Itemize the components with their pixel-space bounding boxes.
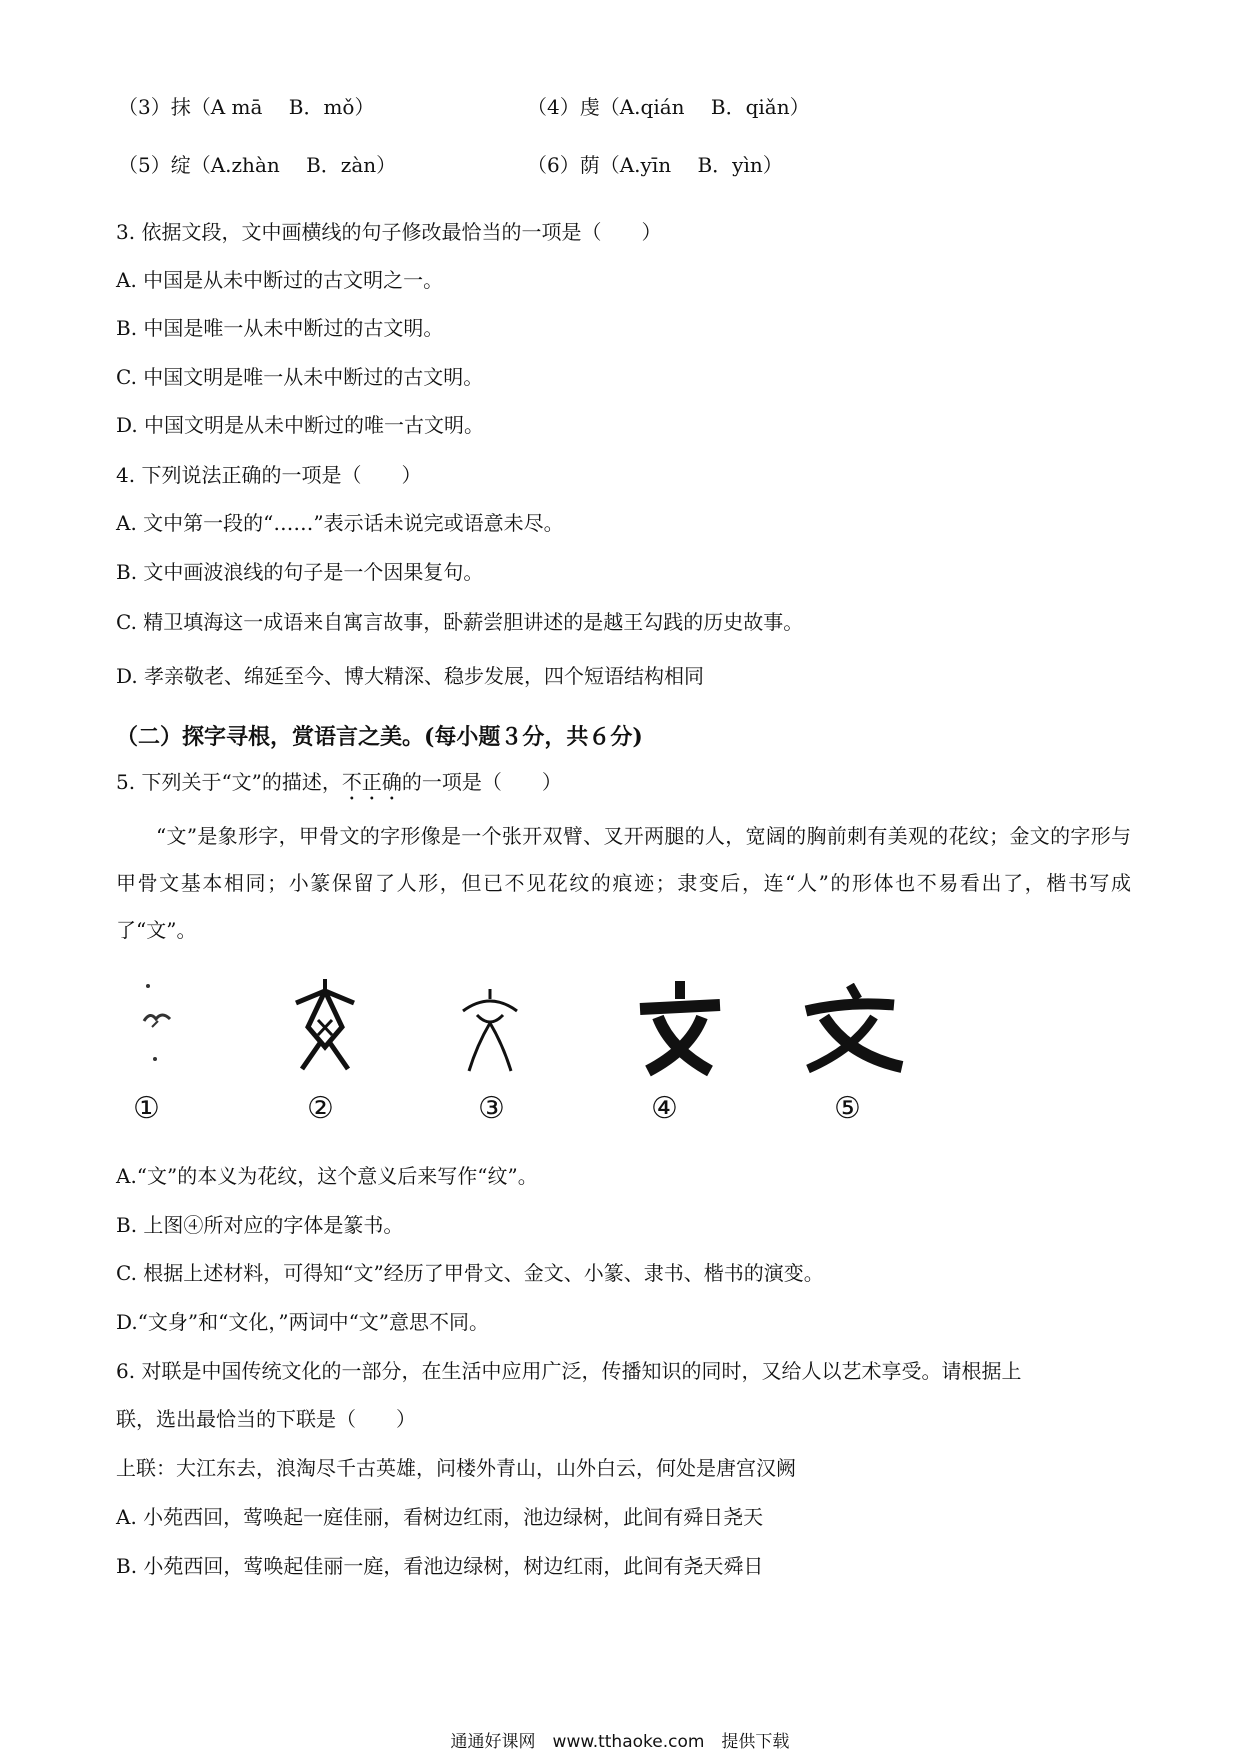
question-5-passage: “文”是象形字，甲骨文的字形像是一个张开双臂、叉开两腿的人，宽阔的胸前刺有美观的花纹；金文的字形与甲骨文基本相同；小篆保留了人形，但已不见花纹的痕迹；隶变后，连“人”的形体也不易看出了，楷书写成了“文”。 (116, 824, 1131, 942)
figure-label-2: ② (307, 1091, 334, 1126)
question-3-option-d: D. 中国文明是从未中断过的唯一古文明。 (116, 413, 485, 437)
figure-label-3: ③ (478, 1091, 505, 1126)
question-5-stem-emphasis: 不正确 (341, 770, 402, 794)
question-3-option-a: A. 中国是从未中断过的古文明之一。 (116, 268, 444, 292)
question-4-option-c: C. 精卫填海这一成语来自寓言故事，卧薪尝胆讲述的是越王勾践的历史故事。 (116, 610, 804, 634)
pinyin-option-4: （4）虔（A.qián B．qiǎn） (527, 95, 810, 119)
question-5-option-b: B. 上图④所对应的字体是篆书。 (116, 1213, 404, 1237)
figure-label-5: ⑤ (834, 1091, 861, 1126)
question-5-option-a: A.“文”的本义为花纹，这个意义后来写作“纹”。 (116, 1164, 538, 1188)
question-3-option-c: C. 中国文明是唯一从未中断过的古文明。 (116, 365, 484, 389)
glyph-jinwen-image (455, 985, 525, 1075)
pinyin-option-5: （5）绽（A.zhàn B．zàn） (118, 153, 397, 177)
question-4-stem: 4. 下列说法正确的一项是（ ） (116, 463, 422, 487)
figure-label-4: ④ (651, 1091, 678, 1126)
question-6-option-a: A. 小苑西回，莺唤起一庭佳丽，看树边红雨，池边绿树，此间有舜日尧天 (116, 1505, 764, 1529)
glyph-clerical-script-image (798, 983, 908, 1078)
question-3-stem: 3. 依据文段，文中画横线的句子修改最恰当的一项是（ ） (116, 220, 662, 244)
question-4-option-a: A. 文中第一段的“……”表示话未说完或语意未尽。 (116, 511, 564, 535)
question-5-option-c: C. 根据上述材料，可得知“文”经历了甲骨文、金文、小篆、隶书、楷书的演变。 (116, 1261, 824, 1285)
question-6-upper-couplet: 上联：大江东去，浪淘尽千古英雄，问楼外青山，山外白云，何处是唐宫汉阙 (116, 1456, 796, 1480)
question-4-option-d: D. 孝亲敬老、绵延至今、博大精深、稳步发展，四个短语结构相同 (116, 664, 705, 688)
page-footer: 通通好课网 www.tthaoke.com 提供下载 (450, 1732, 790, 1752)
question-5-option-d: D.“文身”和“文化，”两词中“文”意思不同。 (116, 1310, 490, 1334)
question-6-stem-line-2: 联，选出最恰当的下联是（ ） (116, 1407, 416, 1431)
question-5-stem (116, 770, 562, 805)
pinyin-option-3: （3）抹（A mā B．mǒ） (118, 95, 375, 119)
section-2-heading: （二）探字寻根，赏语言之美。(每小题３分，共６分) (116, 724, 643, 750)
question-6-option-b: B. 小苑西回，莺唤起佳丽一庭，看池边绿树，树边红雨，此间有尧天舜日 (116, 1554, 764, 1578)
character-evolution-figure (0, 975, 1240, 1145)
question-5-stem-pre: 5. 下列关于“文”的描述， (116, 770, 342, 794)
glyph-oracle-bone-image (130, 981, 190, 1071)
question-5-stem-post: 的一项是（ ） (401, 770, 562, 794)
pinyin-option-6: （6）荫（A.yīn B．yìn） (527, 153, 783, 177)
question-3-option-b: B. 中国是唯一从未中断过的古文明。 (116, 316, 444, 340)
glyph-seal-script-image (630, 979, 730, 1079)
question-6-stem-line-1: 6. 对联是中国传统文化的一部分，在生活中应用广泛，传播知识的同时，又给人以艺术享受。请根据上 (116, 1359, 1022, 1383)
figure-label-1: ① (133, 1091, 160, 1126)
glyph-jiaguwen-image (290, 975, 360, 1075)
question-4-option-b: B. 文中画波浪线的句子是一个因果复句。 (116, 560, 484, 584)
